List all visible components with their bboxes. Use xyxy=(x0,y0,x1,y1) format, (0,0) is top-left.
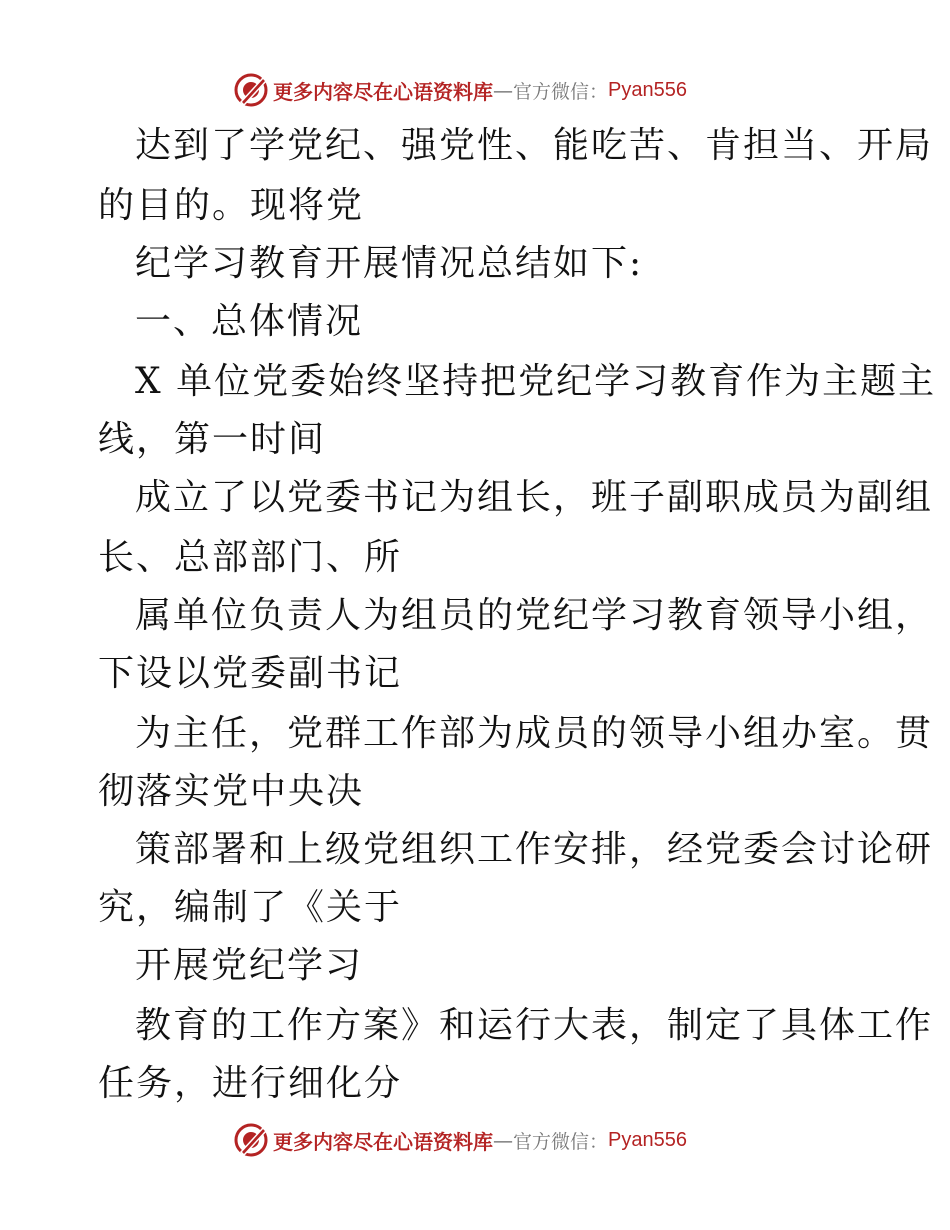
body-line: 的目的。现将党 xyxy=(98,185,365,226)
body-line: 为主任，党群工作部为成员的领导小组办室。贯 xyxy=(135,713,934,754)
banner-separator: — xyxy=(493,78,513,102)
body-line: 任务，进行细化分 xyxy=(98,1063,403,1104)
body-line: 线，第一时间 xyxy=(98,419,327,460)
body-line: 究，编制了《关于 xyxy=(98,887,403,928)
header-banner xyxy=(233,70,687,110)
banner-suffix: 官方微信： xyxy=(513,80,609,103)
banner-separator: — xyxy=(493,1128,513,1152)
banner-text: 更多内容尽在心语资料库 xyxy=(273,1129,493,1154)
body-line: 属单位负责人为组员的党纪学习教育领导小组， xyxy=(135,595,934,636)
body-line: 开展党纪学习 xyxy=(135,945,364,986)
pen-logo-icon xyxy=(233,72,269,108)
section-heading: 一、总体情况 xyxy=(135,301,364,342)
body-line: X 单位党委始终坚持把党纪学习教育作为主题主 xyxy=(135,361,937,402)
body-line: 彻落实党中央决 xyxy=(98,771,365,812)
body-line: 教育的工作方案》和运行大表，制定了具体工作 xyxy=(135,1005,934,1046)
body-line: 成立了以党委书记为组长，班子副职成员为副组 xyxy=(135,477,934,518)
body-line: 下设以党委副书记 xyxy=(98,653,403,694)
footer-banner xyxy=(233,1120,687,1160)
body-line: 达到了学党纪、强党性、能吃苦、肯担当、开局 xyxy=(135,125,934,166)
body-line: 策部署和上级党组织工作安排，经党委会讨论研 xyxy=(135,829,934,870)
body-line: 纪学习教育开展情况总结如下: xyxy=(135,243,644,284)
banner-wechat-id: Pyan556 xyxy=(608,78,687,101)
banner-text: 更多内容尽在心语资料库 xyxy=(273,79,493,104)
banner-suffix: 官方微信： xyxy=(513,1130,609,1153)
banner-wechat-id: Pyan556 xyxy=(608,1128,687,1151)
body-line: 长、总部部门、所 xyxy=(98,537,403,578)
pen-logo-icon xyxy=(233,1122,269,1158)
